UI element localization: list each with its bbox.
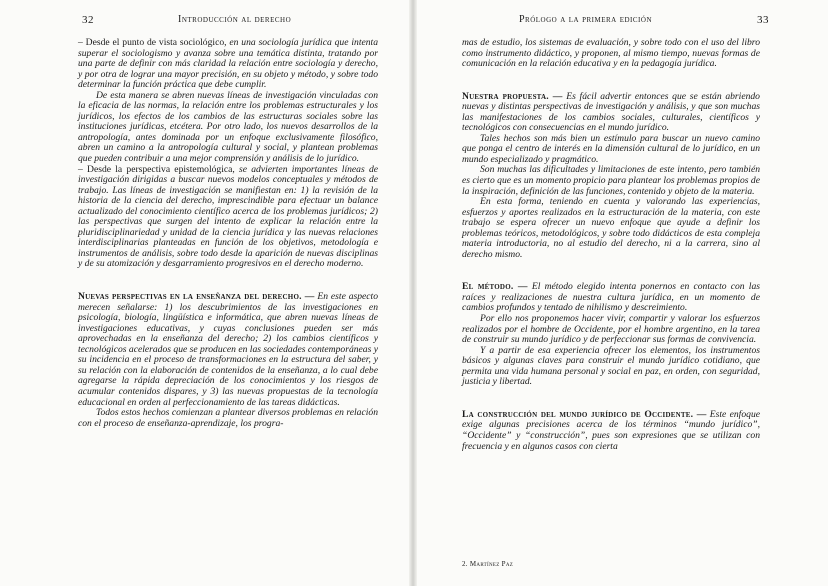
- paragraph: [78, 38, 378, 91]
- running-head: Introducción al derecho: [178, 14, 292, 25]
- paragraph: Son muchas las dificultades y limitaciones de este intento, pero también es cierto que es un momento propicio para plantear los problemas propios de la inspiración, definición de las funciones, contenido y objeto de la materia.: [462, 164, 760, 197]
- section: [78, 292, 378, 408]
- paragraph-text: se advierten importantes líneas de investigación dirigidas a buscar nuevos modelos conceptuales y métodos de trabajo. Las líneas de investigación se manifiestan en: 1) la revisión de la historia de la ciencia del derecho, imprescindible para efectuar un balance actualizado del conocimiento científico acerca de los problemas jurídicos; 2) las perspectivas que surgen del intento de explicar la relación entre la pluridisciplinariedad y unidad de la ciencia jurídica y las nuevas relaciones interdisciplinarias planteadas en función de los objetivos, metodología e instrumentos de análisis, sobre todo desde la aparición de nuevas disciplinas y de su atomización y desgarramiento progresivos en el derecho moderno.: [78, 163, 378, 270]
- right-page-body: [462, 38, 760, 452]
- paragraph: [78, 165, 378, 270]
- section: [462, 282, 760, 314]
- section-heading: Nuestra propuesta. —: [462, 90, 563, 102]
- paragraph-text: en una sociología jurídica que intenta superar el sociologismo y avanza sobre una temática distinta, tratando por una parte de definir con más claridad la relación entre sociología y derecho, y por otra de lograr una mayor precisión, en su objeto y método, y sobre todo determinar la función práctica que debe cumplir.: [78, 37, 378, 91]
- page-number: 32: [82, 14, 94, 26]
- left-page: [0, 0, 409, 586]
- paragraph-lead: – Desde el punto de vista sociológico,: [78, 37, 227, 48]
- section-heading: El método. —: [462, 281, 528, 293]
- section-text: El método elegido intenta ponernos en contacto con las raíces y realizaciones de nuestra cultura jurídica, en un momento de cambios profundos y tentado de nihilismo y descreimiento.: [462, 281, 760, 314]
- left-page-header: [0, 14, 409, 28]
- running-head: Prólogo a la primera edición: [519, 14, 653, 25]
- paragraph: mas de estudio, los sistemas de evaluación, y sobre todo con el uso del libro como instrumento didáctico, y proponen, al mismo tiempo, nuevas formas de comunicación en la relación educativa y en la pedagogía jurídica.: [462, 37, 760, 70]
- section-text: Es fácil advertir entonces que se están abriendo nuevas y distintas perspectivas de investigación y análisis, y que son muchas las manifestaciones de los cambios sociales, culturales, científicos y tecnológicos con consecuencias en el mundo jurídico.: [462, 90, 760, 134]
- paragraph: De esta manera se abren nuevas líneas de investigación vinculadas con la eficacia de las normas, la relación entre los problemas estructurales y los jurídicos, los efectos de los cambios de las estructuras sociales sobre las instituciones jurídicas, etcétera. Por otro lado, los nuevos desarrollos de la antropología, antes dominada por un enfoque exclusivamente filosófico, abren un camino a la antropología cultural y social, y plantean problemas que pueden contribuir a una mejor comprensión y análisis de lo jurídico.: [78, 89, 378, 165]
- paragraph: Y a partir de esa experiencia ofrecer los elementos, los instrumentos básicos y algunas claves para construir el mundo jurídico cotidiano, que permita una vida humana personal y social en paz, en orden, con seguridad, justicia y libertad.: [462, 344, 760, 388]
- right-page: [417, 0, 828, 586]
- page-number: 33: [757, 14, 769, 26]
- right-page-header: [417, 14, 828, 28]
- book-gutter: [409, 0, 417, 586]
- left-page-body: [78, 38, 378, 429]
- section-text: Este enfoque exige algunas precisiones acerca de los términos “mundo jurídico”, “Occidente” y “construcción”, pues son expresiones que se utilizan con frecuencia y en algunos casos con cierta: [462, 408, 760, 452]
- section-text: En este aspecto merecen señalarse: 1) los descubrimientos de las investigaciones en psicología, biología, lingüística e informática, que abren nuevas líneas de investigaciones educativas, y cuyas conclusiones pueden ser más aprovechadas en la enseñanza del derecho; 2) los cambios científicos y tecnológicos acelerados que se producen en las sociedades contemporáneas y su incidencia en el proceso de transformaciones en la estructura del saber, y su relación con la elaboración de contenidos de la enseñanza, a lo cual debe agregarse la rápida depreciación de los conocimientos y los riesgos de acumular contenidos dispares, y 3) las nuevas propuestas de la tecnología educacional en orden al perfeccionamiento de las tareas didácticas.: [78, 291, 378, 408]
- paragraph: En esta forma, teniendo en cuenta y valorando las experiencias, esfuerzos y aportes realizados en la estructuración de la materia, con este trabajo se espera ofrecer un nuevo enfoque que ayude a definir los problemas teóricos, metodológicos, y sobre todo didácticos de esta compleja materia introductoria, no al estudio del derecho, ni a la carrera, sino al derecho mismo.: [462, 196, 760, 260]
- section-heading: Nuevas perspectivas en la enseñanza del derecho. —: [78, 291, 315, 303]
- section: [462, 92, 760, 134]
- signature-mark: 2. Martínez Paz: [462, 560, 514, 568]
- paragraph: Por ello nos proponemos hacer vivir, compartir y valorar los esfuerzos realizados por el hombre de Occidente, por el hombre argentino, en la tarea de construir su mundo jurídico y de perfeccionar sus formas de convivencia.: [462, 313, 760, 346]
- paragraph-lead: – Desde la perspectiva epistemológica,: [78, 163, 235, 175]
- paragraph: Tales hechos son más bien un estímulo para buscar un nuevo camino que ponga el centro de interés en la dimensión cultural de lo jurídico, en un mundo especializado y pragmático.: [462, 132, 760, 165]
- section-heading: La construcción del mundo jurídico de Occidente. —: [462, 408, 707, 420]
- section: [462, 410, 760, 452]
- paragraph: Todos estos hechos comienzan a plantear diversos problemas en relación con el proceso de enseñanza-aprendizaje, los progra-: [78, 407, 378, 429]
